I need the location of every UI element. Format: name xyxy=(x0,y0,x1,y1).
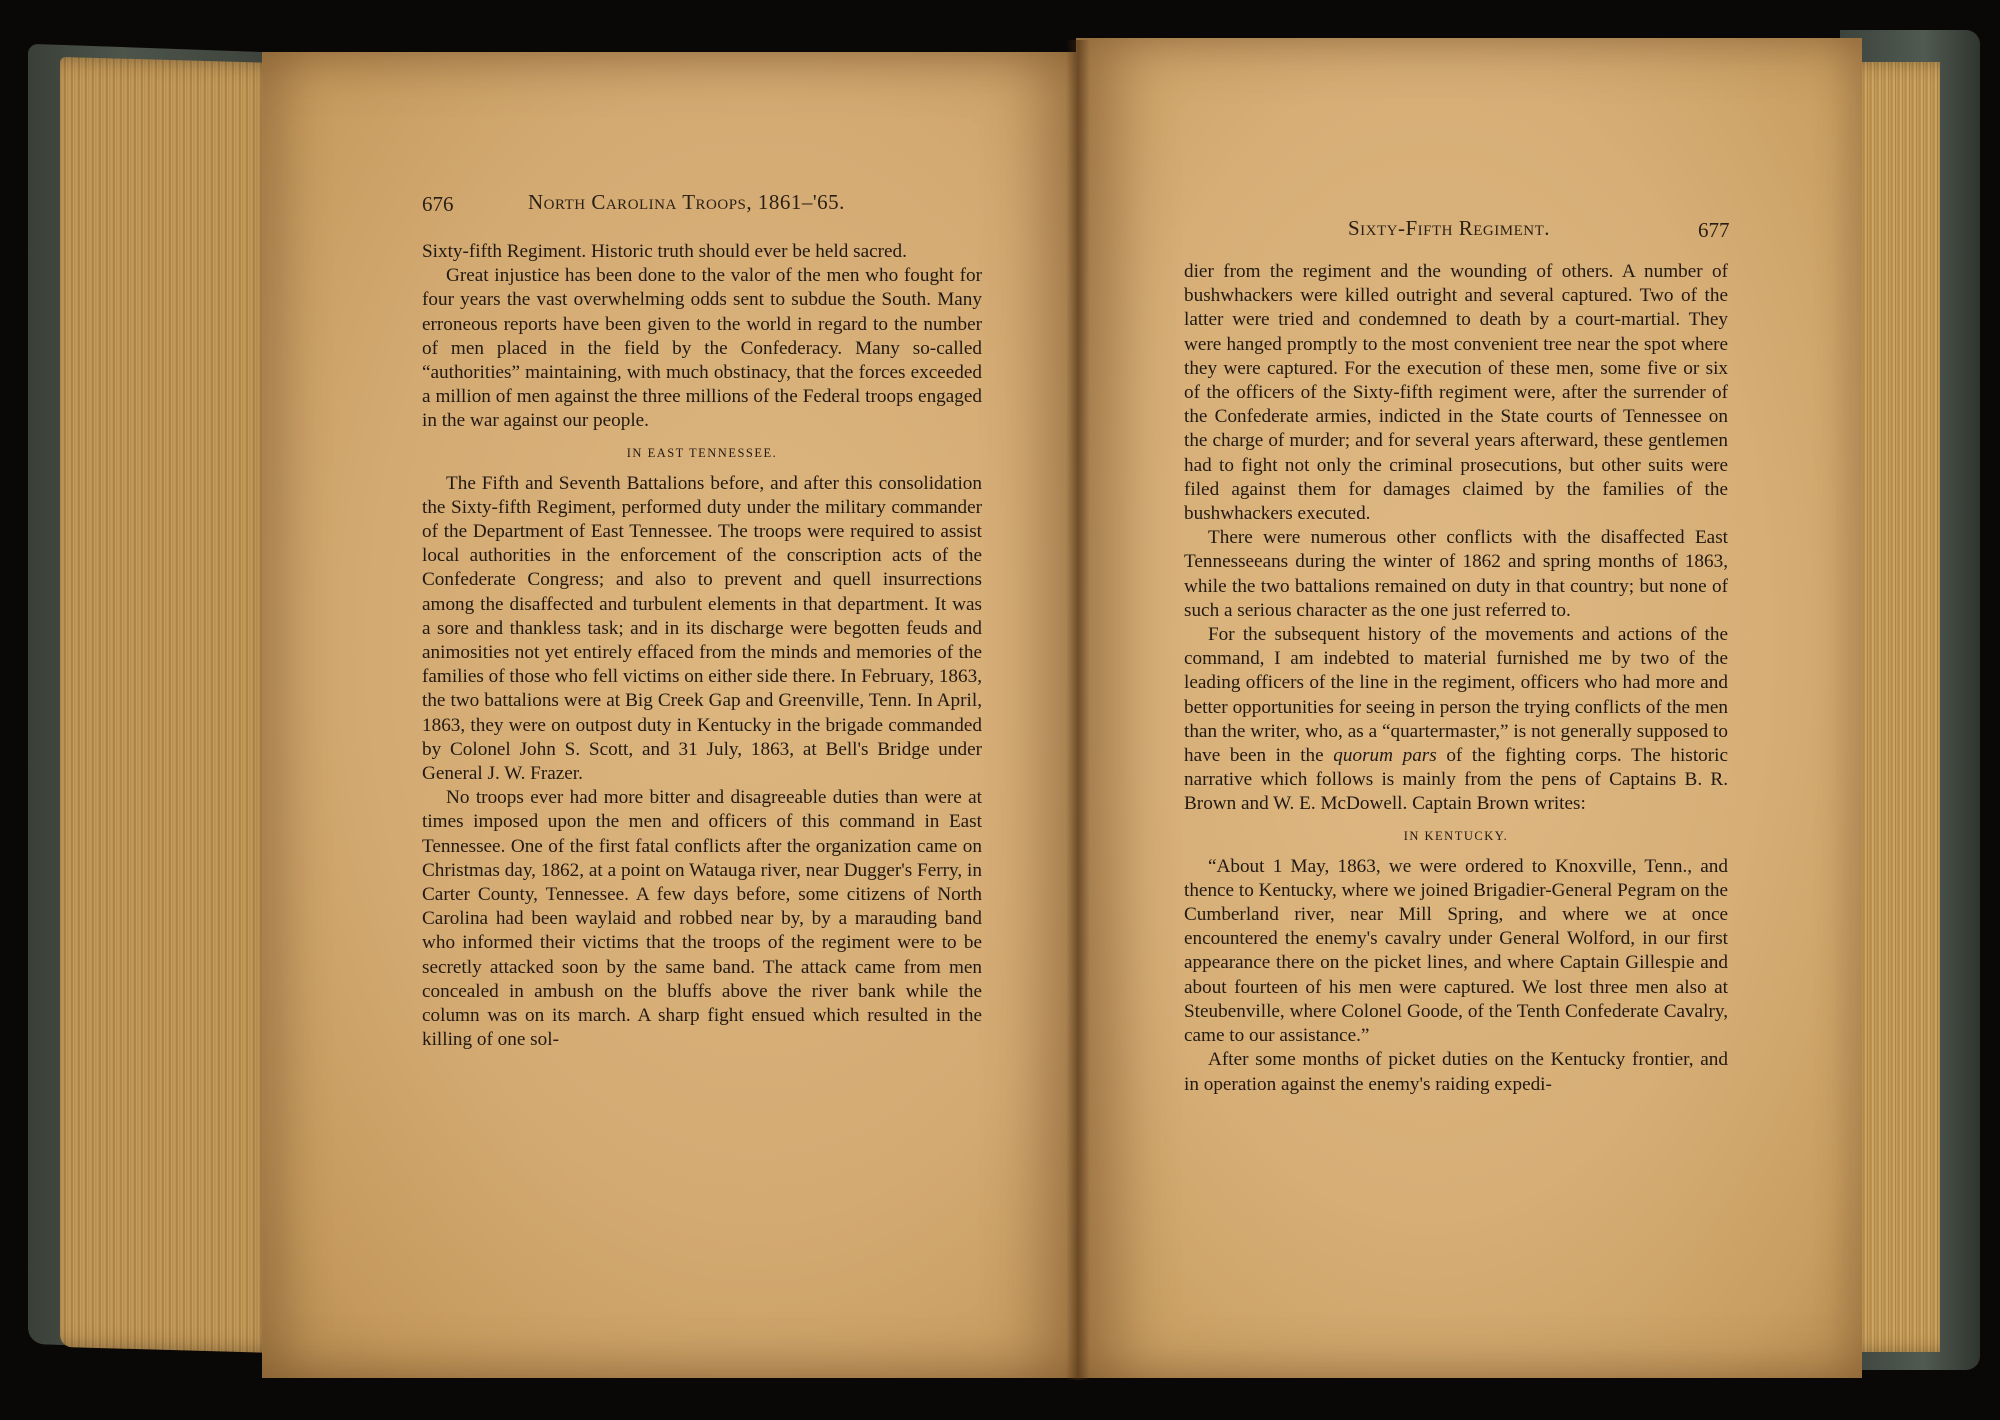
paragraph: The Fifth and Seventh Battalions before, and after this consolidation the Sixty-fifth Regiment, performed duty under the military commander of the Department of East Tennessee. The troops were required to assist local authorities in the enforcement of the conscription acts of the Confederate Congress; and also to prevent and quell insurrections among the disaffected and turbulent elements in that department. It was a sore and thankless task; and in its discharge were begotten feuds and animosities not yet entirely effaced from the minds and memories of the families of those who fell victims on either side there. In February, 1863, the two battalions were at Big Creek Gap and Greenville, Tenn. In April, 1863, they were on outpost duty in Kentucky in the brigade commanded by Colonel John S. Scott, and 31 July, 1863, at Bell's Bridge under General J. W. Frazer. xyxy=(422,472,982,785)
left-running-head: North Carolina Troops, 1861–'65. xyxy=(528,190,845,214)
latin-phrase: quorum pars xyxy=(1333,745,1437,767)
left-page-number: 676 xyxy=(422,192,454,216)
paragraph: There were numerous other conflicts with the disaffected East Tennesseeans during the winter of 1862 and spring months of 1863, while the two battalions remained on duty in that country; but none of such a serious character as the one just referred to. xyxy=(1184,527,1728,621)
paragraph: No troops ever had more bitter and disagreeable duties than were at times imposed upon the men and officers of this command in East Tennessee. One of the first fatal conflicts after the organization came on Christmas day, 1862, at a point on Watauga river, near Dugger's Ferry, in Carter County, Tennessee. A few days before, some citizens of North Carolina had been waylaid and robbed near by, by a marauding band who informed their victims that the troops of the regiment were to be secretly attacked soon by the same band. The attack came from men concealed in ambush on the bluffs above the river bank while the column was on its march. A sharp fight ensued which resulted in the killing of one sol- xyxy=(422,787,982,1051)
section-heading: IN EAST TENNESSEE. xyxy=(626,445,778,460)
book-gutter xyxy=(1066,40,1090,1380)
right-page-number: 677 xyxy=(1698,218,1730,242)
right-running-head: Sixty-Fifth Regiment. xyxy=(1348,216,1550,240)
paragraph xyxy=(1184,623,1728,817)
section-heading: IN KENTUCKY. xyxy=(1403,828,1509,843)
quotation: “About 1 May, 1863, we were ordered to Knoxville, Tenn., and thence to Kentucky, where we joined Brigadier-General Pegram on the Cumberland river, near Mill Spring, and where we at once encountered the enemy's cavalry under General Wolford, in our first appearance there on the picket lines, and where Captain Gillespie and about fourteen of his men were captured. We lost three men also at Steubenville, where Colonel Goode, of the Tenth Confederate Cavalry, came to our assistance.” xyxy=(1184,855,1728,1047)
paragraph: Sixty-fifth Regiment. Historic truth should ever be held sacred. xyxy=(422,241,907,262)
page-edges-left xyxy=(60,57,280,1353)
left-page-text xyxy=(422,240,982,1053)
paragraph: dier from the regiment and the wounding of others. A number of bushwhackers were killed outright and several captured. Two of the latter were tried and condemned to death by a court-martial. They were hanged promptly to the most convenient tree near the spot where they were captured. For the execution of these men, some five or six of the officers of the Sixty-fifth regiment were, after the surrender of the Confederate armies, indicted in the State courts of Tennessee on the charge of murder; and for several years afterward, these gentlemen had to fight not only the criminal prosecutions, but other suits were filed against them for damages claimed by the families of the bushwhackers executed. xyxy=(1184,261,1728,525)
paragraph: Great injustice has been done to the valor of the men who fought for four years the vast overwhelming odds sent to subdue the South. Many erroneous reports have been given to the world in regard to the number of men placed in the field by the Confederacy. Many so-called “authorities” maintaining, with much obstinacy, that the forces exceeded a million of men against the three millions of the Federal troops engaged in the war against our people. xyxy=(422,265,982,432)
right-page-text xyxy=(1184,260,1728,1097)
paragraph-text: For the subsequent history of the movements and actions of the command, I am indebted to material furnished me by two of the leading officers of the line in the regiment, officers who had more and better opportunities for seeing in person the trying conflicts of the men than the writer, who, as a “quartermaster,” is not generally supposed to have been in the xyxy=(1184,624,1728,767)
paragraph-text: of the fighting corps. The historic narrative which follows is mainly from the pens of Captains B. R. Brown and W. E. McDowell. Captain Brown writes: xyxy=(1184,745,1728,815)
paragraph: After some months of picket duties on the Kentucky frontier, and in operation against the enemy's raiding expedi- xyxy=(1184,1049,1728,1095)
